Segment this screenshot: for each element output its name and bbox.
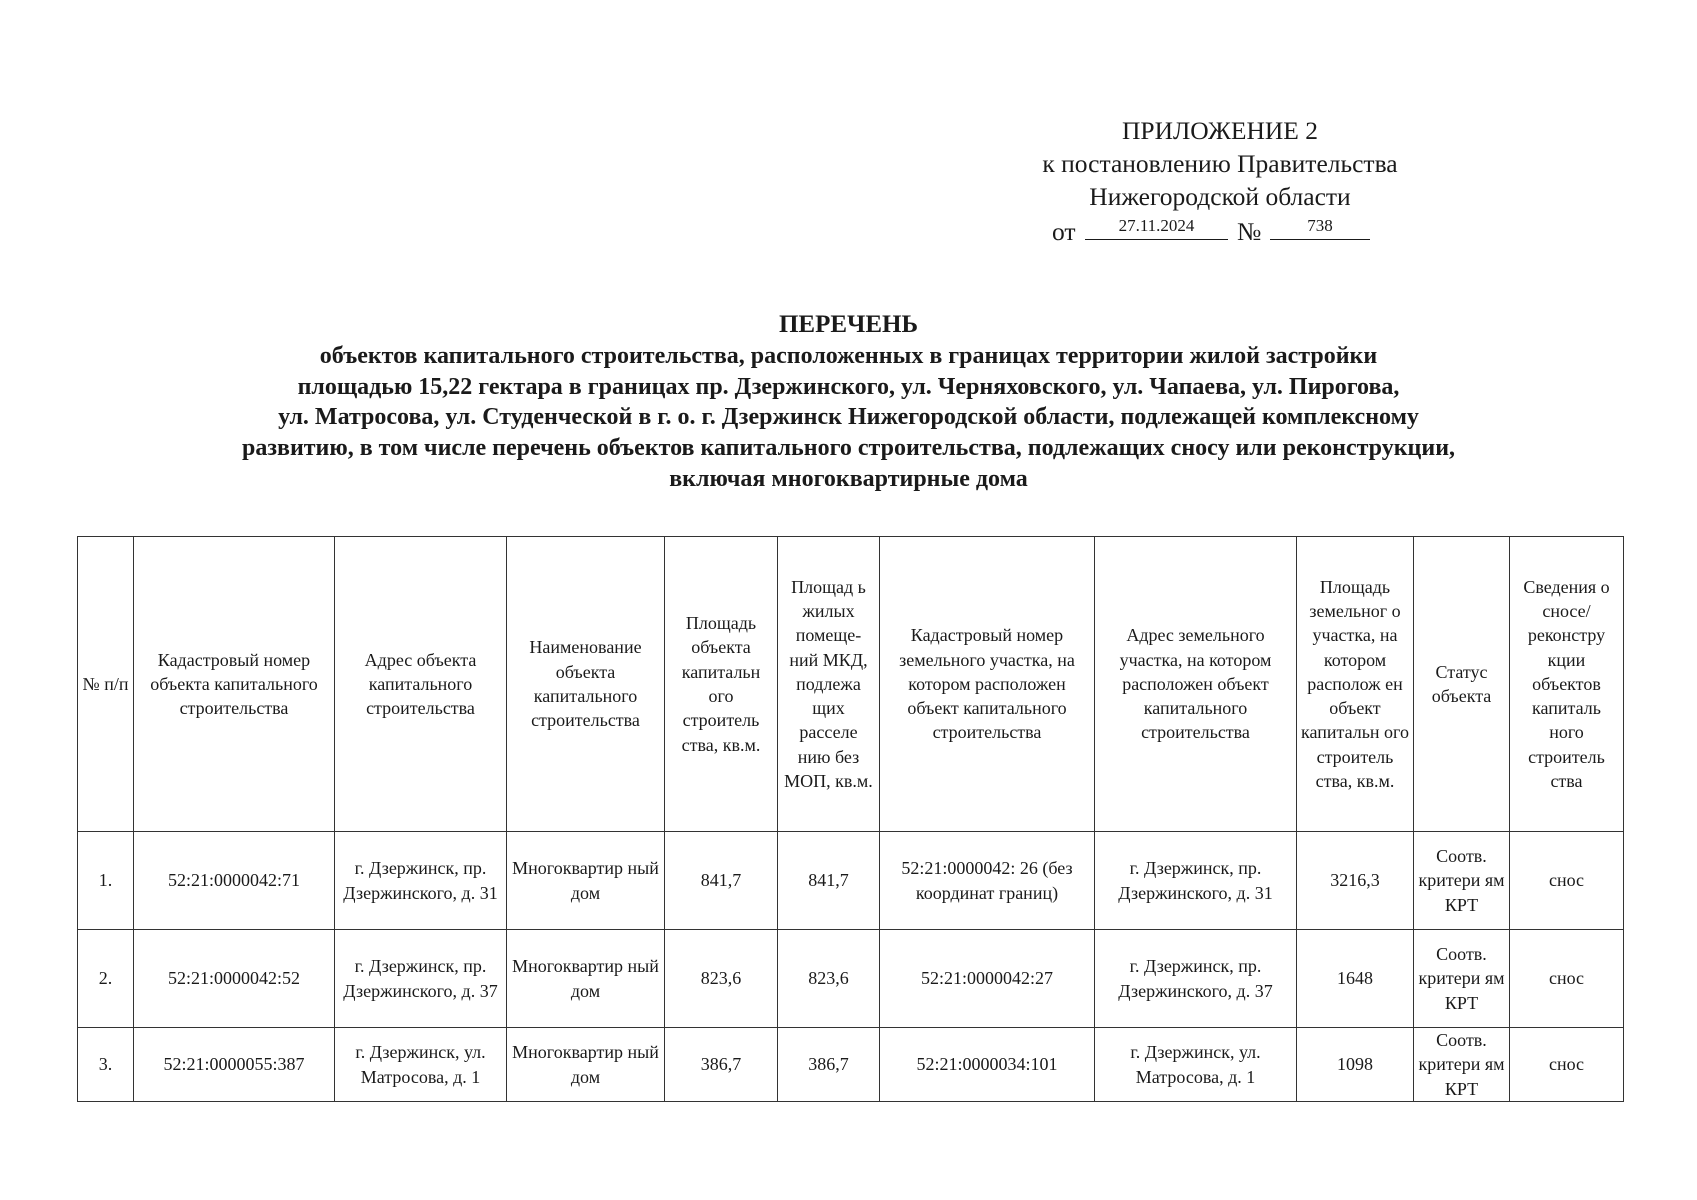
title-line: развитию, в том числе перечень объектов капитального строительства, подлежащих сносу или реконструкции, [241,435,1456,462]
table-cell: 52:21:0000042: 26 (без координат границ) [880,832,1095,930]
title-heading: ПЕРЕЧЕНЬ [778,311,919,338]
table-row [78,832,1624,930]
table-cell: г. Дзержинск, пр. Дзержинского, д. 31 [1095,832,1297,930]
header-cell-object-name: Наименование объекта капитального строительства [507,537,665,832]
table-cell: 3. [78,1028,134,1102]
appendix-region-line: Нижегородской области [1089,182,1351,211]
header-cell-demolition-info: Сведения о сносе/ реконстру кции объектов капиталь ного строитель ства [1510,537,1624,832]
table-cell: г. Дзержинск, ул. Матросова, д. 1 [335,1028,507,1102]
resolution-number: 738 [1270,213,1370,240]
table-cell: Многоквартир ный дом [507,1028,665,1102]
table-cell: Соотв. критери ям КРТ [1414,930,1510,1028]
table-cell: 1098 [1297,1028,1414,1102]
table-cell: 386,7 [778,1028,880,1102]
table-cell: 52:21:0000042:27 [880,930,1095,1028]
number-prefix: № [1237,217,1262,246]
table-cell: г. Дзержинск, пр. Дзержинского, д. 31 [335,832,507,930]
table-cell: 823,6 [665,930,778,1028]
table-cell: снос [1510,832,1624,930]
table-cell: Многоквартир ный дом [507,930,665,1028]
resolution-date: 27.11.2024 [1085,213,1228,240]
header-cell-cadastral-number: Кадастровый номер объекта капитального строительства [134,537,335,832]
header-cell-land-cadastral-number: Кадастровый номер земельного участка, на котором расположен объект капитального строительства [880,537,1095,832]
table-cell: Соотв. критери ям КРТ [1414,832,1510,930]
header-cell-land-area: Площадь земельног о участка, на котором располож ен объект капитальн ого строитель ства, кв.м. [1297,537,1414,832]
table-cell: 3216,3 [1297,832,1414,930]
title-line: объектов капитального строительства, расположенных в границах территории жилой застройки [319,342,1378,369]
table-cell: 386,7 [665,1028,778,1102]
table-cell: 1. [78,832,134,930]
header-cell-status: Статус объекта [1414,537,1510,832]
table-cell: 1648 [1297,930,1414,1028]
table-cell: 52:21:0000042:52 [134,930,335,1028]
header-cell-object-area: Площадь объекта капитальн ого строитель ства, кв.м. [665,537,778,832]
table-cell: г. Дзержинск, ул. Матросова, д. 1 [1095,1028,1297,1102]
appendix-block [980,114,1460,249]
table-cell: 841,7 [778,832,880,930]
objects-table [77,536,1624,1102]
title-line: ул. Матросова, ул. Студенческой в г. о. г. Дзержинск Нижегородской области, подлежащей комплексному [278,404,1419,431]
header-cell-address: Адрес объекта капитального строительства [335,537,507,832]
table-cell: 823,6 [778,930,880,1028]
table-cell: 52:21:0000034:101 [880,1028,1095,1102]
header-cell-land-address: Адрес земельного участка, на котором расположен объект капитального строительства [1095,537,1297,832]
table-cell: Многоквартир ный дом [507,832,665,930]
date-prefix: от [1052,217,1076,246]
table-header-row [78,537,1624,832]
table-cell: 52:21:0000055:387 [134,1028,335,1102]
table-cell: г. Дзержинск, пр. Дзержинского, д. 37 [335,930,507,1028]
table-cell: снос [1510,930,1624,1028]
appendix-resolution-line: к постановлению Правительства [1042,149,1398,178]
table-cell: 52:21:0000042:71 [134,832,335,930]
appendix-date-number-line [980,213,1460,249]
table-cell: 2. [78,930,134,1028]
table-row [78,1028,1624,1102]
title-line: площадью 15,22 гектара в границах пр. Дзержинского, ул. Черняховского, ул. Чапаева, ул. Пирогова, [297,373,1400,400]
document-title [0,310,1697,495]
header-cell-living-area: Площад ь жилых помеще- ний МКД, подлежа щих расселе нию без МОП, кв.м. [778,537,880,832]
table-cell: г. Дзержинск, пр. Дзержинского, д. 37 [1095,930,1297,1028]
table-cell: снос [1510,1028,1624,1102]
header-cell-number: № п/п [78,537,134,832]
table-cell: Соотв. критери ям КРТ [1414,1028,1510,1102]
title-line: включая многоквартирные дома [669,465,1028,492]
table-row [78,930,1624,1028]
appendix-title: ПРИЛОЖЕНИЕ 2 [1121,116,1319,145]
table-cell: 841,7 [665,832,778,930]
